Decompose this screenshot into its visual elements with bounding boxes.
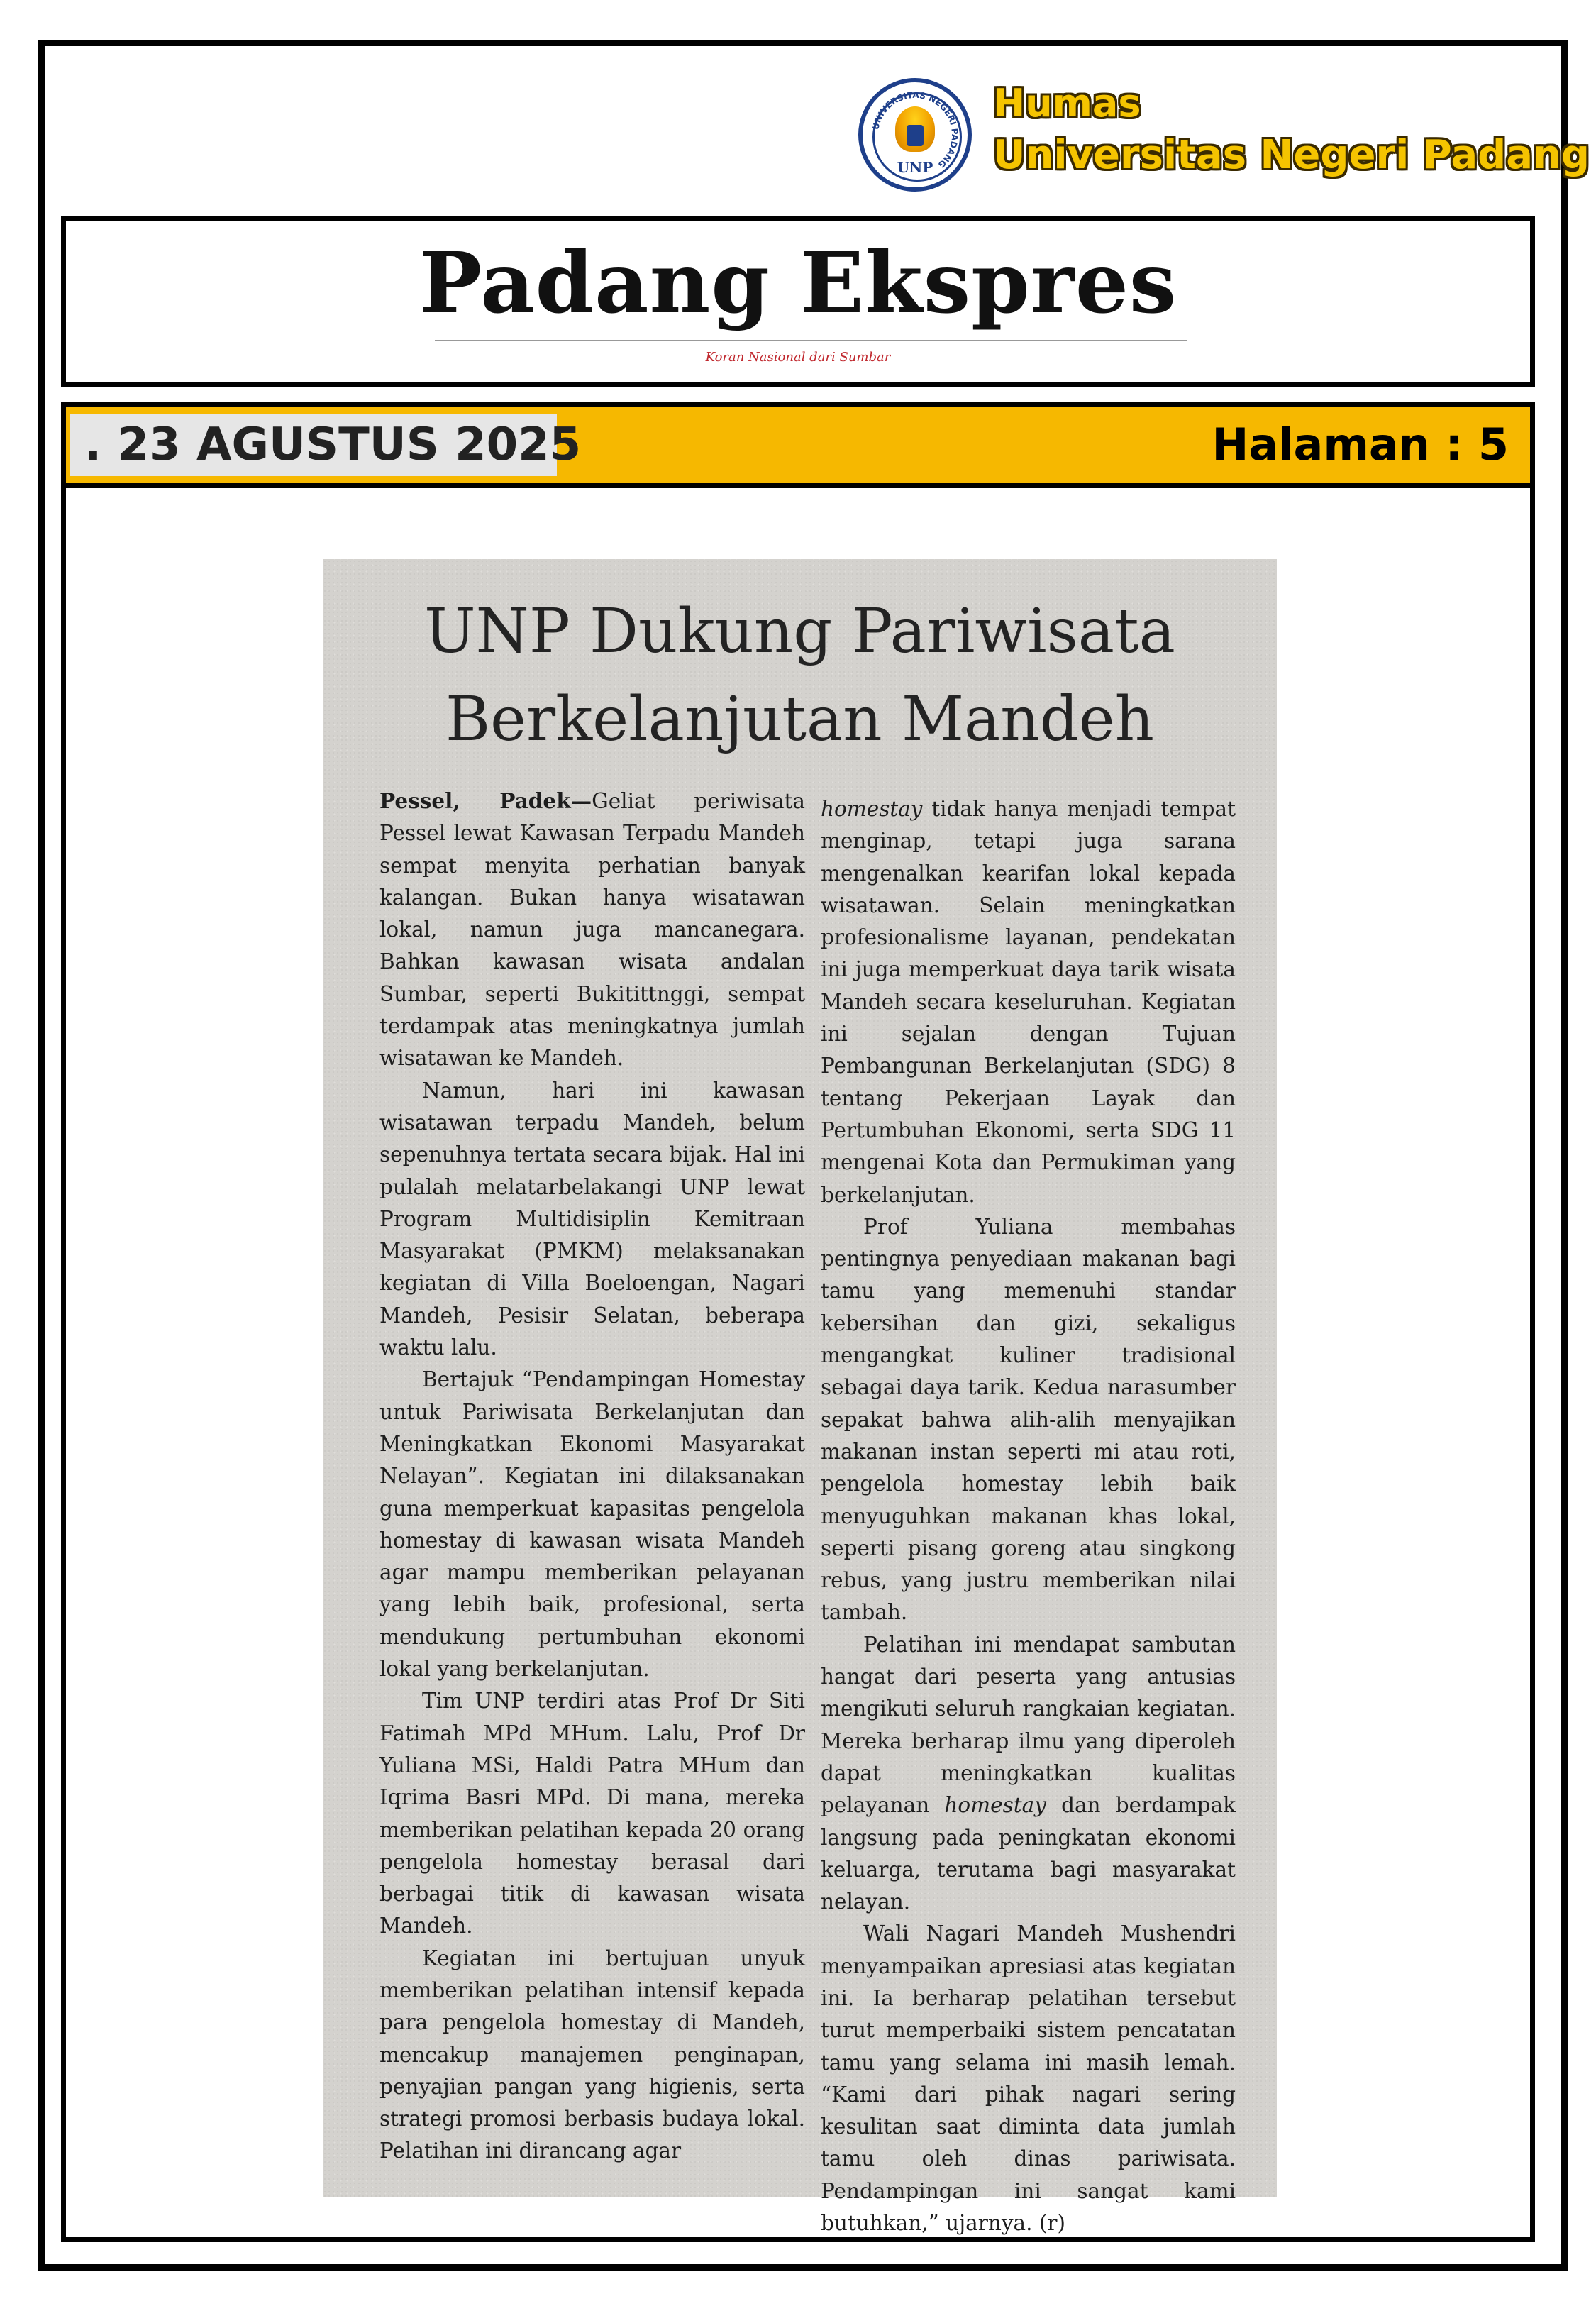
italic-term: homestay bbox=[821, 797, 923, 821]
brand-line-university: Universitas Negeri Padang bbox=[993, 132, 1590, 178]
article-column-right bbox=[821, 793, 1236, 2239]
newspaper-tagline: Koran Nasional dari Sumbar bbox=[705, 350, 891, 365]
article-dateline: Pessel, Padek— bbox=[379, 788, 592, 813]
headline-line-1: UNP Dukung Pariwisata bbox=[424, 596, 1175, 667]
article-paragraph: Wali Nagari Mandeh Mushendri menyampaikan apresiasi atas kegiatan ini. Ia berharap pelatihan tersebut turut memperbaiki sistem pencatatan tamu yang selama ini masih lemah. “Kami dari pihak nagari sering kesulitan saat diminta data jumlah tamu oleh dinas pariwisata. Pendampingan ini sangat kami butuhkan,” ujarnya. (r) bbox=[821, 1921, 1236, 2236]
paragraph-text: dan berdampak langsung pada peningkatan ekonomi keluarga, terutama bagi masyarakat nelayan. bbox=[821, 1793, 1236, 1914]
article-paragraph bbox=[379, 785, 805, 1075]
masthead-divider bbox=[435, 340, 1187, 341]
publication-date: . 23 AGUSTUS 2025 bbox=[70, 414, 557, 476]
article-paragraph: Kegiatan ini bertujuan unyuk memberikan pelatihan intensif kepada para pengelola homestay di Mandeh, mencakup manajemen penginapan, penyajian pangan yang higienis, serta strategi promosi berbasis budaya lokal. Pelatihan ini dirancang agar bbox=[379, 1946, 805, 2163]
newspaper-name: Padang Ekspres bbox=[419, 233, 1177, 332]
article-paragraph: Tim UNP terdiri atas Prof Dr Siti Fatimah MPd MHum. Lalu, Prof Dr Yuliana MSi, Haldi Patra MHum dan Iqrima Basri MPd. Di mana, mereka memberikan pelatihan kepada 20 orang pengelola homestay berasal dari berbagai titik di kawasan wisata Mandeh. bbox=[379, 1689, 805, 1938]
date-bar bbox=[61, 402, 1535, 488]
article-paragraph bbox=[821, 793, 1236, 1211]
paragraph-text: Geliat periwisata Pessel lewat Kawasan Terpadu Mandeh sempat menyita perhatian banyak kalangan. Bukan hanya wisatawan lokal, namun juga mancanegara. Bahkan kawasan wisata andalan Sumbar, seperti Bukitittnggi, sempat terdampak atas meningkatnya jumlah wisatawan ke Mandeh. bbox=[379, 789, 805, 1071]
headline-line-2: Berkelanjutan Mandeh bbox=[445, 684, 1155, 755]
page-number: Halaman : 5 bbox=[1212, 419, 1509, 470]
article-paragraph: Bertajuk “Pendampingan Homestay untuk Pariwisata Berkelanjutan dan Meningkatkan Ekonomi Masyarakat Nelayan”. Kegiatan ini dilaksanakan guna memperkuat kapasitas pengelola homestay di kawasan wisata Mandeh agar mampu memberikan pelayanan yang lebih baik, profesional, serta mendukung pertumbuhan ekonomi lokal yang berkelanjutan. bbox=[379, 1367, 805, 1682]
humas-branding bbox=[858, 78, 1590, 199]
seal-abbreviation: UNP bbox=[897, 159, 933, 176]
article-paragraph: Namun, hari ini kawasan wisatawan terpadu Mandeh, belum sepenuhnya tertata secara bijak. Hal ini pulalah melatarbelakangi UNP lewat Program Multidisiplin Kemitraan Masyarakat (PMKM) melaksanakan kegiatan di Villa Boeloengan, Nagari Mandeh, Pesisir Selatan, beberapa waktu lalu. bbox=[379, 1078, 805, 1360]
unp-seal-logo bbox=[858, 78, 972, 192]
brand-line-humas: Humas bbox=[993, 81, 1141, 126]
article-paragraph: Prof Yuliana membahas pentingnya penyediaan makanan bagi tamu yang memenuhi standar kebersihan dan gizi, sekaligus mengangkat kuliner tradisional sebagai daya tarik. Kedua narasumber sepakat bahwa alih-alih menyajikan makanan instan seperti mi atau roti, pengelola homestay lebih baik menyuguhkan makanan khas lokal, seperti pisang goreng atau singkong rebus, yang justru memberikan nilai tambah. bbox=[821, 1214, 1236, 1625]
newspaper-clipping bbox=[323, 559, 1277, 2236]
paragraph-text: tidak hanya menjadi tempat menginap, tetapi juga sarana mengenalkan kearifan lokal kepada wisatawan. Selain meningkatkan profesionalisme layanan, pendekatan ini juga memperkuat daya tarik wisata Mandeh secara keseluruhan. Kegiatan ini sejalan dengan Tujuan Pembangunan Berkelanjutan (SDG) 8 tentang Pekerjaan Layak dan Pertumbuhan Ekonomi, serta SDG 11 mengenai Kota dan Permukiman yang berkelanjutan. bbox=[821, 797, 1236, 1207]
article-column-left bbox=[379, 785, 805, 2168]
torch-icon bbox=[895, 106, 935, 152]
paragraph-text: Pelatihan ini mendapat sambutan hangat dari peserta yang antusias mengikuti seluruh rangkaian kegiatan. Mereka berharap ilmu yang diperoleh dapat meningkatkan kualitas pelayanan bbox=[821, 1632, 1236, 1818]
svg-text:UNIVERSITAS NEGERI PADANG: UNIVERSITAS NEGERI PADANG bbox=[870, 89, 960, 170]
italic-term: homestay bbox=[944, 1793, 1046, 1818]
article-headline bbox=[323, 587, 1277, 763]
newspaper-masthead bbox=[61, 216, 1535, 387]
article-paragraph bbox=[821, 1629, 1236, 1919]
